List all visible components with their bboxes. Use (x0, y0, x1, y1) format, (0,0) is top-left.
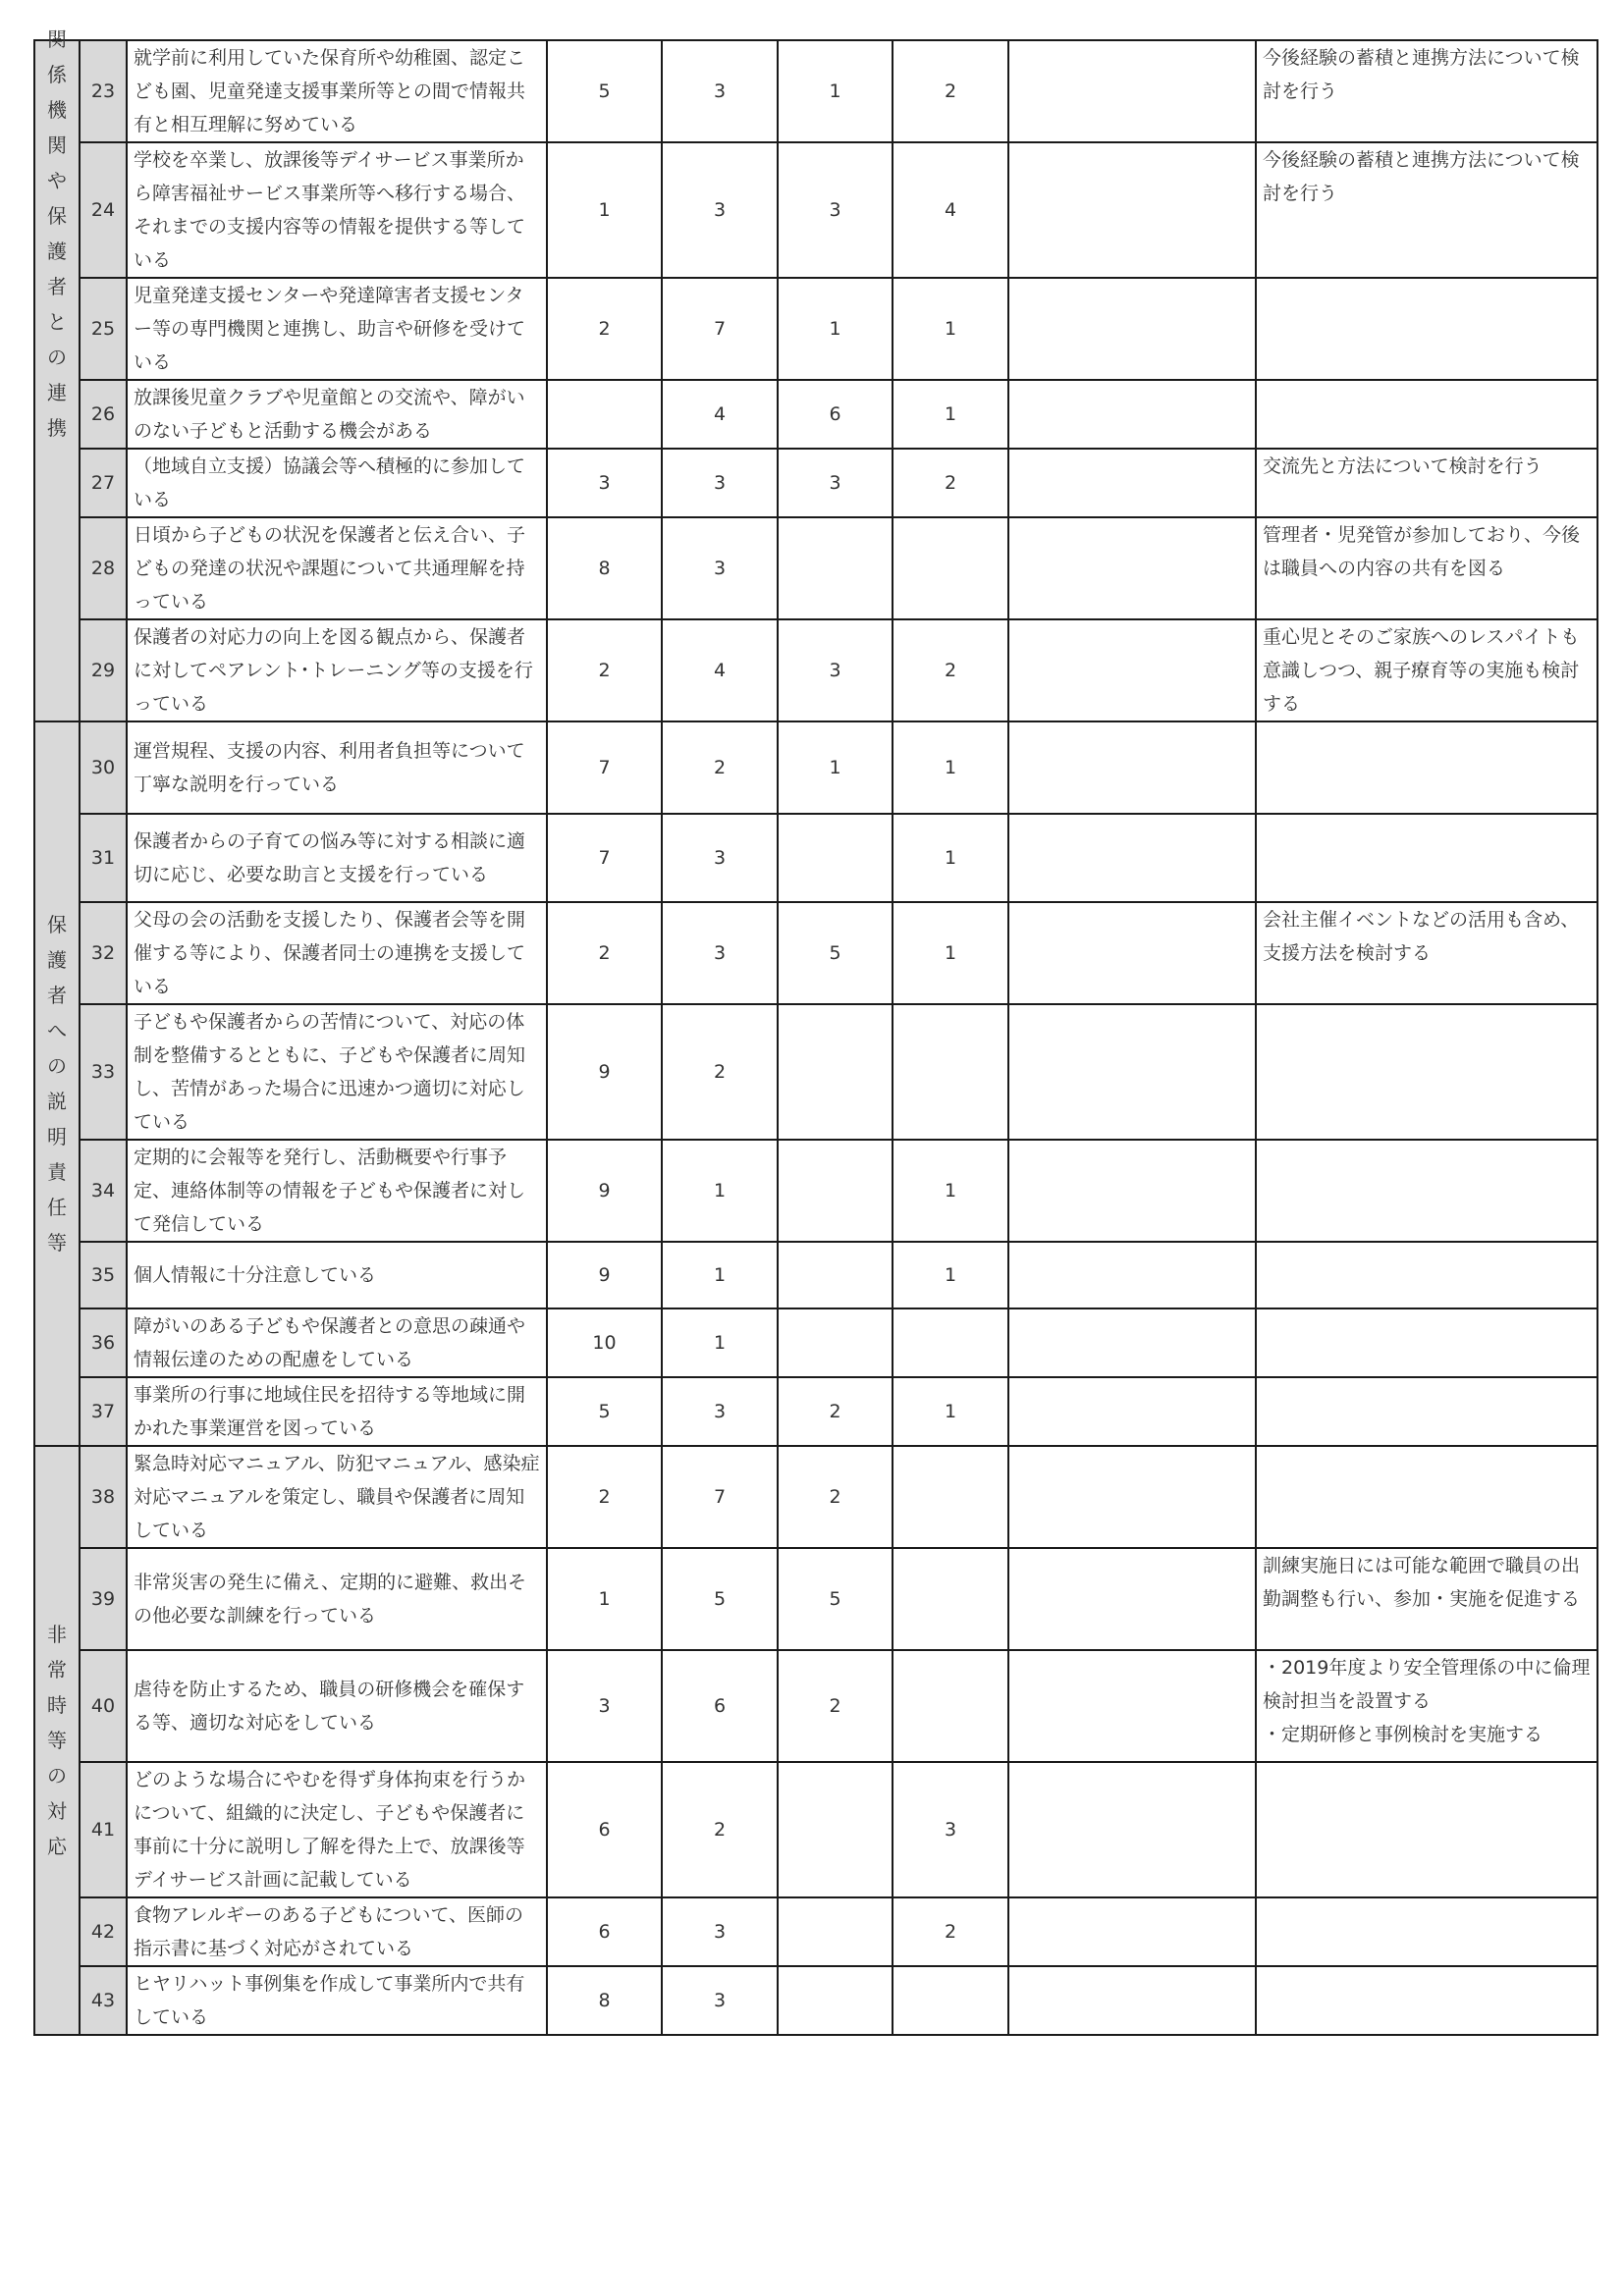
count-col-4 (893, 1548, 1008, 1650)
count-col-2: 7 (662, 278, 778, 380)
count-col-4: 1 (893, 721, 1008, 814)
count-col-1: 1 (547, 142, 662, 278)
item-number: 30 (80, 721, 127, 814)
count-col-1: 5 (547, 1377, 662, 1446)
count-col-2: 3 (662, 814, 778, 902)
table-row (34, 142, 1597, 278)
improvement-note (1256, 278, 1597, 380)
remarks-cell (1008, 278, 1256, 380)
count-col-3 (778, 1004, 893, 1140)
evaluation-table (33, 27, 1598, 2036)
count-col-1: 3 (547, 1650, 662, 1762)
table-row (34, 380, 1597, 449)
count-col-3: 3 (778, 142, 893, 278)
improvement-note: 管理者・児発管が参加しており、今後は職員への内容の共有を図る (1256, 517, 1597, 619)
count-col-1: 6 (547, 1897, 662, 1966)
count-col-4 (893, 1004, 1008, 1140)
count-col-4: 2 (893, 619, 1008, 721)
remarks-cell (1008, 1242, 1256, 1308)
count-col-4: 2 (893, 40, 1008, 142)
table-row (34, 1897, 1597, 1966)
improvement-note (1256, 814, 1597, 902)
table-row (34, 449, 1597, 517)
table-row (34, 1140, 1597, 1242)
item-number: 39 (80, 1548, 127, 1650)
item-number: 40 (80, 1650, 127, 1762)
remarks-cell (1008, 1446, 1256, 1548)
count-col-2: 2 (662, 1004, 778, 1140)
item-text: 子どもや保護者からの苦情について、対応の体制を整備するとともに、子どもや保護者に周知し、苦情があった場合に迅速かつ適切に対応している (127, 1004, 547, 1140)
item-text: 学校を卒業し、放課後等デイサービス事業所から障害福祉サービス事業所等へ移行する場合、それまでの支援内容等の情報を提供する等している (127, 142, 547, 278)
item-text: 放課後児童クラブや児童館との交流や、障がいのない子どもと活動する機会がある (127, 380, 547, 449)
count-col-1: 2 (547, 278, 662, 380)
count-col-4: 1 (893, 1377, 1008, 1446)
improvement-note (1256, 1140, 1597, 1242)
remarks-cell (1008, 1897, 1256, 1966)
remarks-cell (1008, 1548, 1256, 1650)
item-number: 28 (80, 517, 127, 619)
item-text: 非常災害の発生に備え、定期的に避難、救出その他必要な訓練を行っている (127, 1548, 547, 1650)
improvement-note (1256, 1762, 1597, 1897)
count-col-4 (893, 517, 1008, 619)
remarks-cell (1008, 1308, 1256, 1377)
item-text: ヒヤリハット事例集を作成して事業所内で共有している (127, 1966, 547, 2035)
item-number: 29 (80, 619, 127, 721)
count-col-1: 8 (547, 1966, 662, 2035)
count-col-4: 2 (893, 1897, 1008, 1966)
count-col-3: 2 (778, 1377, 893, 1446)
remarks-cell (1008, 902, 1256, 1004)
count-col-2: 3 (662, 142, 778, 278)
improvement-note (1256, 1446, 1597, 1548)
count-col-3: 3 (778, 619, 893, 721)
remarks-cell (1008, 380, 1256, 449)
count-col-3: 5 (778, 902, 893, 1004)
remarks-cell (1008, 449, 1256, 517)
count-col-3 (778, 814, 893, 902)
count-col-2: 3 (662, 517, 778, 619)
count-col-4: 1 (893, 278, 1008, 380)
item-text: 個人情報に十分注意している (127, 1242, 547, 1308)
count-col-3 (778, 1140, 893, 1242)
count-col-1: 3 (547, 449, 662, 517)
item-number: 42 (80, 1897, 127, 1966)
item-text: どのような場合にやむを得ず身体拘束を行うかについて、組織的に決定し、子どもや保護者に事前に十分に説明し了解を得た上で、放課後等デイサービス計画に記載している (127, 1762, 547, 1897)
count-col-2: 1 (662, 1140, 778, 1242)
count-col-2: 6 (662, 1650, 778, 1762)
item-text: 障がいのある子どもや保護者との意思の疎通や情報伝達のための配慮をしている (127, 1308, 547, 1377)
count-col-1: 9 (547, 1140, 662, 1242)
table-row (34, 1966, 1597, 2035)
item-text: 児童発達支援センターや発達障害者支援センター等の専門機関と連携し、助言や研修を受けている (127, 278, 547, 380)
item-text: 食物アレルギーのある子どもについて、医師の指示書に基づく対応がされている (127, 1897, 547, 1966)
count-col-4: 2 (893, 449, 1008, 517)
table-row (34, 1308, 1597, 1377)
count-col-2: 3 (662, 902, 778, 1004)
count-col-2: 3 (662, 40, 778, 142)
item-text: 就学前に利用していた保育所や幼稚園、認定こども園、児童発達支援事業所等との間で情報共有と相互理解に努めている (127, 40, 547, 142)
item-number: 38 (80, 1446, 127, 1548)
improvement-note: 重心児とそのご家族へのレスパイトも意識しつつ、親子療育等の実施も検討する (1256, 619, 1597, 721)
table-row (34, 1548, 1597, 1650)
item-text: 定期的に会報等を発行し、活動概要や行事予定、連絡体制等の情報を子どもや保護者に対して発信している (127, 1140, 547, 1242)
count-col-3 (778, 1897, 893, 1966)
count-col-3 (778, 1308, 893, 1377)
remarks-cell (1008, 1004, 1256, 1140)
remarks-cell (1008, 1966, 1256, 2035)
count-col-4: 1 (893, 814, 1008, 902)
improvement-note: 訓練実施日には可能な範囲で職員の出勤調整も行い、参加・実施を促進する (1256, 1548, 1597, 1650)
improvement-note: ・2019年度より安全管理係の中に倫理検討担当を設置する ・定期研修と事例検討を実施する (1256, 1650, 1597, 1762)
count-col-1: 2 (547, 902, 662, 1004)
count-col-2: 4 (662, 380, 778, 449)
count-col-2: 5 (662, 1548, 778, 1650)
item-number: 35 (80, 1242, 127, 1308)
table-row (34, 40, 1597, 142)
remarks-cell (1008, 1762, 1256, 1897)
improvement-note (1256, 1242, 1597, 1308)
improvement-note (1256, 721, 1597, 814)
count-col-4: 1 (893, 902, 1008, 1004)
section-label: 保護者への説明責任等 (47, 913, 67, 1255)
count-col-3 (778, 1242, 893, 1308)
improvement-note (1256, 1004, 1597, 1140)
improvement-note: 今後経験の蓄積と連携方法について検討を行う (1256, 40, 1597, 142)
count-col-4 (893, 1966, 1008, 2035)
table-body (34, 27, 1597, 2035)
table-row (34, 1650, 1597, 1762)
section-label: 非常時等の対応 (47, 1623, 67, 1858)
item-text: 運営規程、支援の内容、利用者負担等について丁寧な説明を行っている (127, 721, 547, 814)
item-number: 25 (80, 278, 127, 380)
count-col-4 (893, 1446, 1008, 1548)
count-col-2: 3 (662, 1377, 778, 1446)
improvement-note (1256, 1897, 1597, 1966)
count-col-2: 3 (662, 1966, 778, 2035)
remarks-cell (1008, 619, 1256, 721)
item-text: 日頃から子どもの状況を保護者と伝え合い、子どもの発達の状況や課題について共通理解を持っている (127, 517, 547, 619)
table-row (34, 814, 1597, 902)
table-row (34, 902, 1597, 1004)
table-row (34, 721, 1597, 814)
table-row (34, 517, 1597, 619)
count-col-2: 2 (662, 721, 778, 814)
section-label-cell (34, 721, 80, 1446)
count-col-1: 8 (547, 517, 662, 619)
item-text: 保護者の対応力の向上を図る観点から、保護者に対してペアレント･トレーニング等の支援を行っている (127, 619, 547, 721)
count-col-1: 2 (547, 619, 662, 721)
remarks-cell (1008, 517, 1256, 619)
count-col-3 (778, 1966, 893, 2035)
count-col-1: 5 (547, 40, 662, 142)
section-label-cell (34, 1446, 80, 2035)
item-number: 23 (80, 40, 127, 142)
item-number: 33 (80, 1004, 127, 1140)
count-col-4: 1 (893, 1140, 1008, 1242)
improvement-note: 交流先と方法について検討を行う (1256, 449, 1597, 517)
count-col-4: 1 (893, 1242, 1008, 1308)
table-row (34, 1446, 1597, 1548)
item-number: 31 (80, 814, 127, 902)
remarks-cell (1008, 721, 1256, 814)
table-row (34, 619, 1597, 721)
count-col-4 (893, 1650, 1008, 1762)
item-text: 父母の会の活動を支援したり、保護者会等を開催する等により、保護者同士の連携を支援している (127, 902, 547, 1004)
improvement-note (1256, 1377, 1597, 1446)
improvement-note (1256, 1308, 1597, 1377)
section-label-cell (34, 27, 80, 721)
count-col-1: 9 (547, 1004, 662, 1140)
table-row (34, 1004, 1597, 1140)
count-col-3: 1 (778, 721, 893, 814)
count-col-2: 3 (662, 1897, 778, 1966)
improvement-note (1256, 380, 1597, 449)
count-col-2: 3 (662, 449, 778, 517)
item-number: 41 (80, 1762, 127, 1897)
count-col-2: 4 (662, 619, 778, 721)
improvement-note: 会社主催イベントなどの活用も含め、支援方法を検討する (1256, 902, 1597, 1004)
remarks-cell (1008, 40, 1256, 142)
count-col-3: 6 (778, 380, 893, 449)
count-col-3 (778, 1762, 893, 1897)
item-text: 虐待を防止するため、職員の研修機会を確保する等、適切な対応をしている (127, 1650, 547, 1762)
item-number: 36 (80, 1308, 127, 1377)
item-number: 43 (80, 1966, 127, 2035)
count-col-2: 2 (662, 1762, 778, 1897)
table-row (34, 1377, 1597, 1446)
item-text: 事業所の行事に地域住民を招待する等地域に開かれた事業運営を図っている (127, 1377, 547, 1446)
item-text: 緊急時対応マニュアル、防犯マニュアル、感染症対応マニュアルを策定し、職員や保護者に周知している (127, 1446, 547, 1548)
count-col-2: 1 (662, 1242, 778, 1308)
item-text: （地域自立支援）協議会等へ積極的に参加している (127, 449, 547, 517)
count-col-2: 1 (662, 1308, 778, 1377)
remarks-cell (1008, 1650, 1256, 1762)
count-col-3: 3 (778, 449, 893, 517)
count-col-4: 3 (893, 1762, 1008, 1897)
count-col-1: 7 (547, 814, 662, 902)
remarks-cell (1008, 814, 1256, 902)
count-col-3 (778, 517, 893, 619)
item-number: 27 (80, 449, 127, 517)
table-row (34, 1762, 1597, 1897)
count-col-3: 2 (778, 1446, 893, 1548)
count-col-1: 7 (547, 721, 662, 814)
item-number: 24 (80, 142, 127, 278)
section-label: 関係機関や保護者との連携 (47, 27, 67, 440)
count-col-1: 6 (547, 1762, 662, 1897)
item-text: 保護者からの子育ての悩み等に対する相談に適切に応じ、必要な助言と支援を行っている (127, 814, 547, 902)
count-col-4: 4 (893, 142, 1008, 278)
remarks-cell (1008, 142, 1256, 278)
item-number: 34 (80, 1140, 127, 1242)
count-col-3: 1 (778, 278, 893, 380)
count-col-3: 2 (778, 1650, 893, 1762)
count-col-1: 2 (547, 1446, 662, 1548)
item-number: 32 (80, 902, 127, 1004)
remarks-cell (1008, 1377, 1256, 1446)
count-col-1: 10 (547, 1308, 662, 1377)
count-col-1: 1 (547, 1548, 662, 1650)
count-col-4: 1 (893, 380, 1008, 449)
improvement-note: 今後経験の蓄積と連携方法について検討を行う (1256, 142, 1597, 278)
improvement-note (1256, 1966, 1597, 2035)
count-col-3: 5 (778, 1548, 893, 1650)
count-col-1 (547, 380, 662, 449)
count-col-3: 1 (778, 40, 893, 142)
item-number: 26 (80, 380, 127, 449)
count-col-2: 7 (662, 1446, 778, 1548)
count-col-1: 9 (547, 1242, 662, 1308)
table-row (34, 278, 1597, 380)
count-col-4 (893, 1308, 1008, 1377)
item-number: 37 (80, 1377, 127, 1446)
remarks-cell (1008, 1140, 1256, 1242)
table-row (34, 1242, 1597, 1308)
